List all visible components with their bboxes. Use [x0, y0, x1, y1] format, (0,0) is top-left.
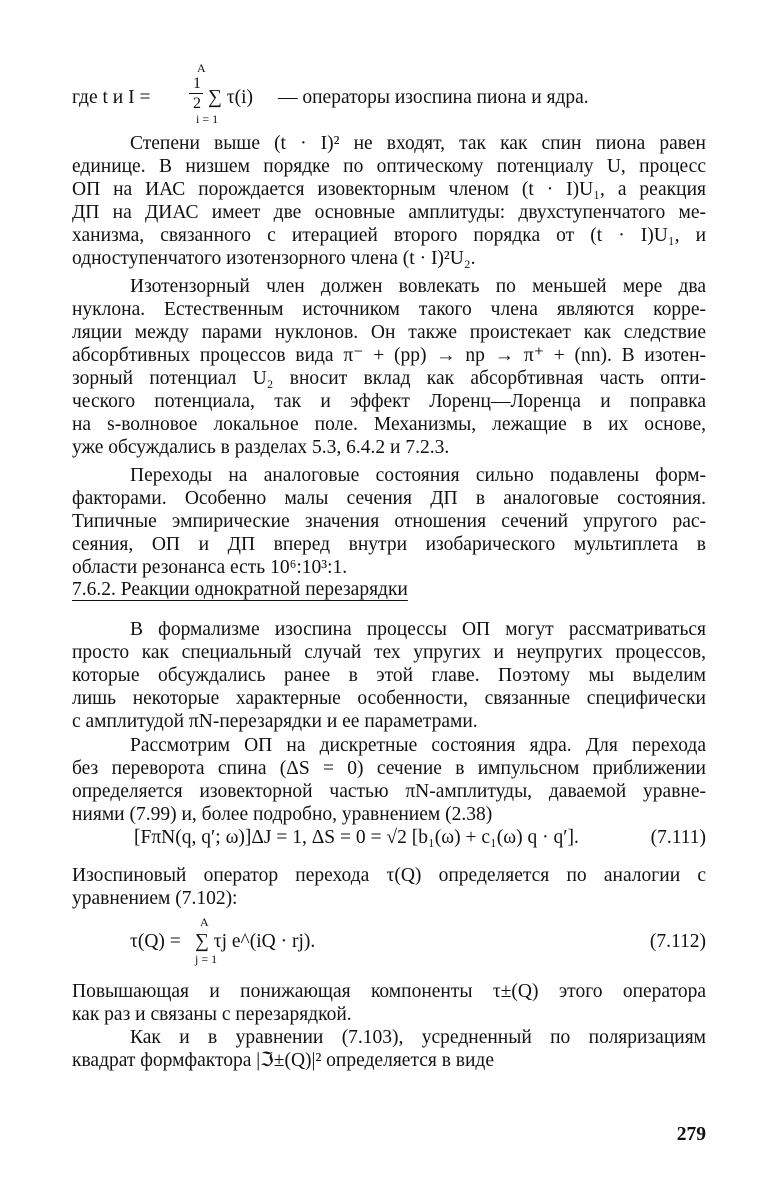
- sum-upper-limit: A: [197, 61, 206, 75]
- text-line: В формализме изоспина процессы ОП могут рассматриваться: [130, 619, 706, 640]
- sum-upper-limit: A: [200, 915, 209, 929]
- text-line: Рассмотрим ОП на дискретные состояния ядра. Для перехода: [130, 735, 706, 756]
- text-line: Повышающая и понижающая компоненты τ±(Q) этого оператора: [72, 981, 706, 1002]
- section-heading: 7.6.2. Реакции однократной перезарядки: [72, 579, 408, 600]
- text-line: Изотензорный член должен вовлекать по меньшей мере два: [130, 276, 706, 297]
- text-line: ческого потенциала, так и эффект Лоренц—Лоренца и поправка: [72, 391, 706, 412]
- formula-prefix: где t и I =: [72, 87, 151, 108]
- text-line: на s-волновое локальное поле. Механизмы, лежащие в их основе,: [72, 414, 706, 435]
- text-line: единице. В низшем порядке по оптическому потенциалу U, процесс: [72, 156, 706, 177]
- text-line: Типичные эмпирические значения отношения сечений упругого рас-: [72, 511, 706, 532]
- text-line: просто как специальный случай тех упругих и неупругих процессов,: [72, 642, 706, 663]
- text-line: ханизма, связанного с итерацией второго порядка от (t · I)U₁, и: [72, 225, 706, 246]
- sum-lower-limit: i = 1: [196, 112, 219, 126]
- text-line: как раз и связаны с перезарядкой.: [72, 1004, 352, 1025]
- text-line: зорный потенциал U₂ вносит вклад как абсорбтивная часть опти-: [72, 368, 706, 389]
- text-line: факторами. Особенно малы сечения ДП в аналоговые состояния.: [72, 488, 706, 509]
- text-line: абсорбтивных процессов вида π⁻ + (pp) → np → π⁺ + (nn). В изотен-: [72, 345, 706, 366]
- text-line: сеяния, ОП и ДП вперед внутри изобарического мультиплета в: [72, 534, 706, 555]
- text-line: определяется изовекторной частью πN-амплитуды, даваемой уравне-: [72, 781, 706, 802]
- text-line: Степени выше (t · I)² не входят, так как спин пиона равен: [130, 133, 706, 154]
- fraction-denominator: 2: [193, 95, 201, 112]
- equation-lhs: τ(Q) =: [130, 931, 181, 952]
- text-line: Переходы на аналоговые состояния сильно подавлены форм-: [130, 465, 706, 486]
- equation-7-112: ∑ τj e^(iQ · rj).: [195, 931, 316, 952]
- text-line: ОП на ИАС порождается изовекторным членом (t · I)U₁, а реакция: [72, 179, 706, 200]
- text-line: ляции между парами нуклонов. Он также проистекает как следствие: [72, 322, 706, 343]
- text-line: ДП на ДИАС имеет две основные амплитуды: двухступенчатого ме-: [72, 202, 706, 223]
- text-line: лишь некоторые характерные особенности, связанные специфически: [72, 688, 706, 709]
- formula-description: — операторы изоспина пиона и ядра.: [278, 87, 589, 108]
- formula-sum: ∑ τ(i): [208, 87, 254, 108]
- text-line: Изоспиновый оператор перехода τ(Q) определяется по аналогии с: [72, 865, 706, 886]
- equation-number: (7.111): [650, 827, 706, 848]
- fraction-bar: [189, 93, 203, 94]
- page-number: 279: [676, 1124, 706, 1145]
- text-line: которые обсуждались ранее в этой главе. Поэтому мы выделим: [72, 665, 706, 686]
- text-line: уже обсуждались в разделах 5.3, 6.4.2 и 7.2.3.: [72, 437, 450, 458]
- text-line: области резонанса есть 10⁶:10³:1.: [72, 557, 348, 578]
- text-line: ниями (7.99) и, более подробно, уравнением (2.38): [72, 804, 493, 825]
- sum-lower-limit: j = 1: [195, 952, 218, 966]
- text-line: без переворота спина (ΔS = 0) сечение в импульсном приближении: [72, 758, 706, 779]
- equation-7-111: [FπN(q, q′; ω)]ΔJ = 1, ΔS = 0 = √2 [b₁(ω) + c₁(ω) q · q′].: [134, 827, 579, 848]
- text-line: одноступенчатого изотензорного члена (t · I)²U₂.: [72, 248, 476, 269]
- equation-number: (7.112): [649, 931, 706, 952]
- text-line: с амплитудой πN-перезарядки и ее параметрами.: [72, 711, 478, 732]
- text-line: Как и в уравнении (7.103), усредненный по поляризациям: [130, 1027, 706, 1048]
- text-line: квадрат формфактора |ℑ±(Q)|² определяется в виде: [72, 1050, 495, 1071]
- text-line: уравнением (7.102):: [72, 888, 238, 909]
- fraction-numerator: 1: [193, 75, 201, 92]
- text-line: нуклона. Естественным источником такого члена являются корре-: [72, 299, 706, 320]
